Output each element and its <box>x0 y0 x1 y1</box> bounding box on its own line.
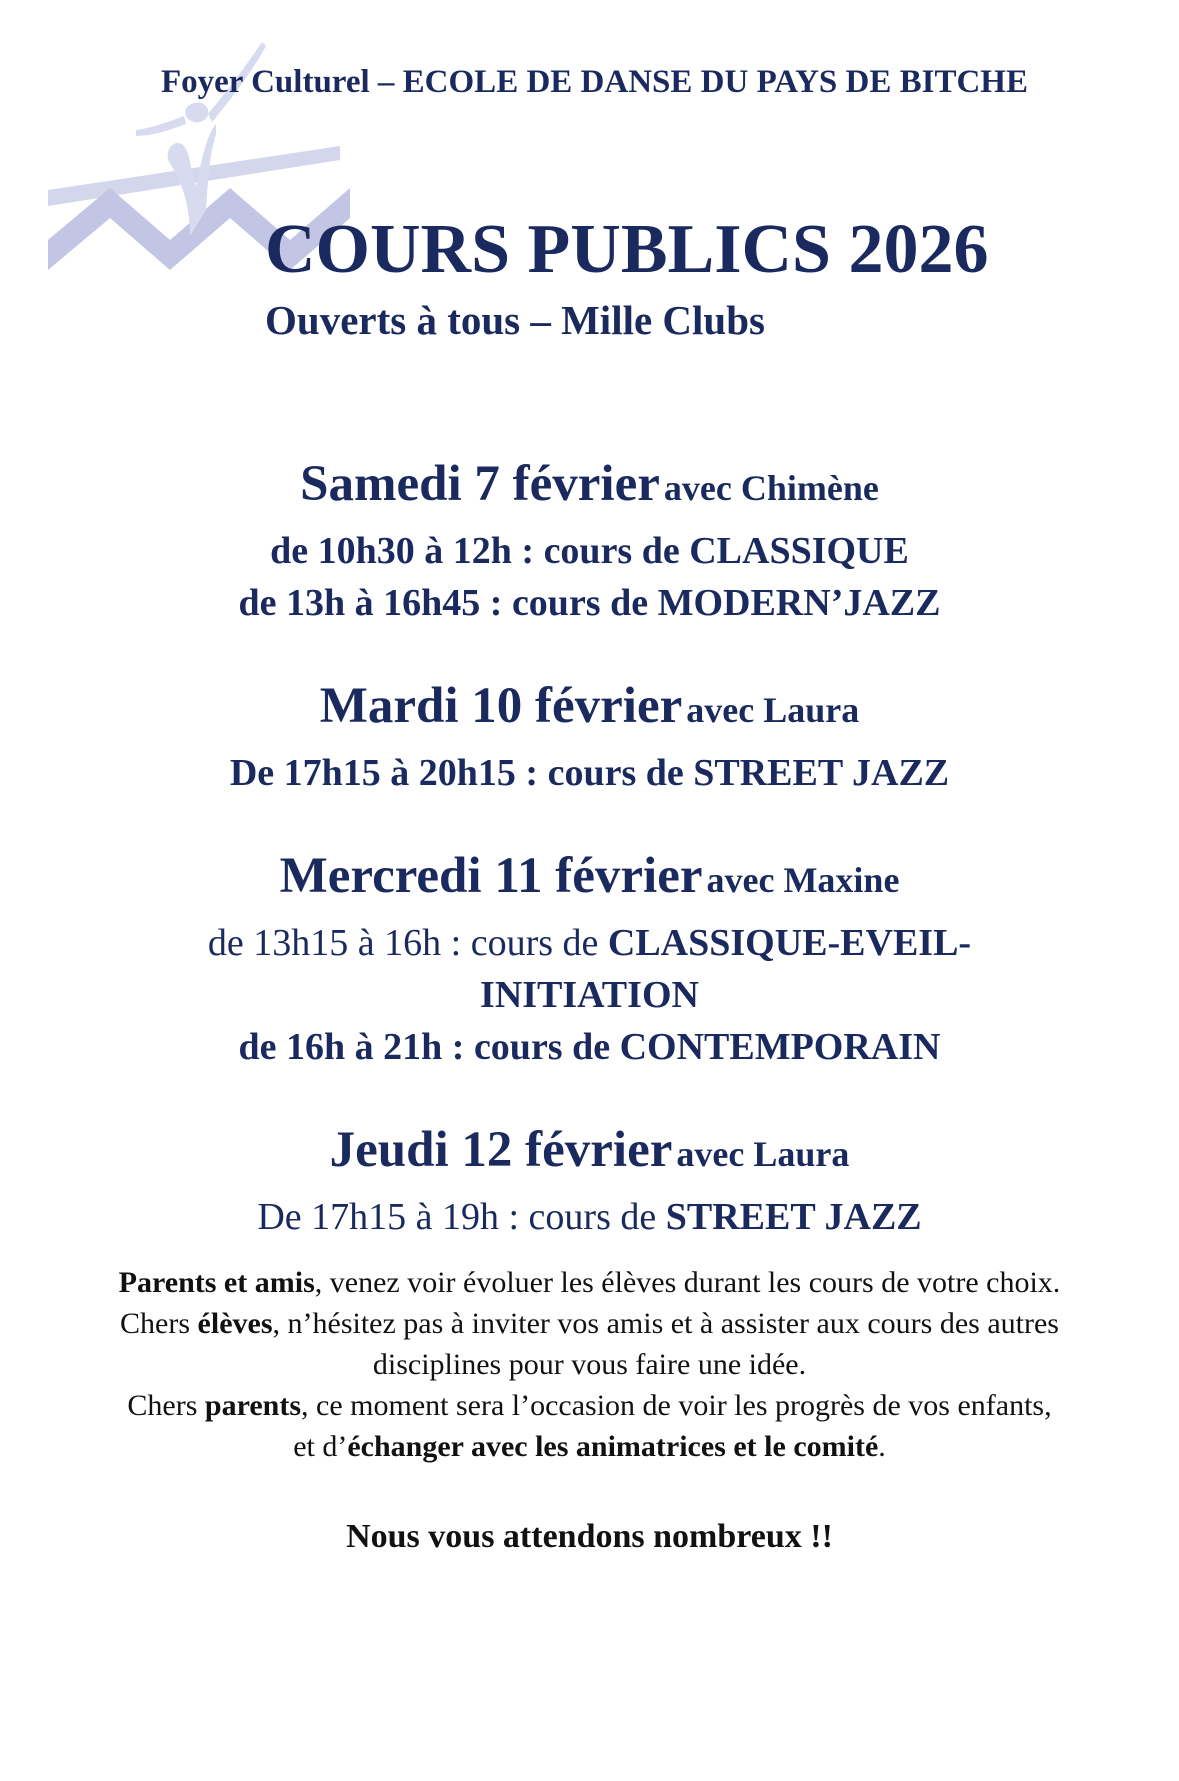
closing-message: Nous vous attendons nombreux !! <box>346 1518 833 1555</box>
session-thursday <box>0 1121 1179 1243</box>
session-slot: de 16h à 21h : cours de CONTEMPORAIN <box>238 1026 941 1068</box>
text-phrase: , n’hésitez pas à inviter vos amis et à assister aux cours des autres <box>272 1307 1059 1340</box>
session-heading <box>0 677 1179 747</box>
invitation-text <box>0 1262 1179 1467</box>
session-day: Jeudi 12 février <box>329 1122 673 1178</box>
text-phrase: Chers <box>127 1389 205 1422</box>
session-saturday <box>0 455 1179 629</box>
session-teacher: avec Laura <box>686 690 860 730</box>
session-teacher: avec Laura <box>676 1134 850 1174</box>
page-title: COURS PUBLICS 2026 <box>265 211 989 288</box>
session-slot <box>0 1191 1179 1243</box>
session-day: Mercredi 11 février <box>279 848 703 904</box>
invitation-line <box>0 1426 1179 1467</box>
bold-phrase: élèves <box>197 1307 273 1340</box>
sessions-list <box>0 455 1179 1291</box>
text-phrase: et d’ <box>293 1430 348 1463</box>
slot-discipline-continued: INITIATION <box>480 974 699 1016</box>
slot-discipline: CLASSIQUE-EVEIL- <box>607 922 972 964</box>
bold-phrase: échanger avec les animatrices et le comité <box>347 1430 879 1463</box>
session-teacher: avec Chimène <box>663 468 879 508</box>
text-phrase: Chers <box>120 1307 198 1340</box>
bold-phrase: Parents et amis <box>118 1266 315 1299</box>
text-phrase: , ce moment sera l’occasion de voir les progrès de vos enfants, <box>301 1389 1052 1422</box>
text-phrase: . <box>878 1430 886 1463</box>
session-heading <box>0 1121 1179 1191</box>
invitation-line <box>0 1385 1179 1426</box>
slot-time: De 17h15 à 19h : cours de <box>257 1196 666 1238</box>
invitation-line <box>0 1262 1179 1303</box>
session-wednesday <box>0 847 1179 1073</box>
session-heading <box>0 455 1179 525</box>
session-slot: De 17h15 à 20h15 : cours de STREET JAZZ <box>229 752 950 794</box>
text-phrase: , venez voir évoluer les élèves durant les cours de votre choix. <box>314 1266 1061 1299</box>
bold-phrase: parents <box>204 1389 302 1422</box>
session-slot: de 10h30 à 12h : cours de CLASSIQUE <box>270 530 909 572</box>
session-teacher: avec Maxine <box>706 860 900 900</box>
slot-time: de 13h15 à 16h : cours de <box>207 922 608 964</box>
session-slot: de 13h à 16h45 : cours de MODERN’JAZZ <box>238 582 941 624</box>
invitation-line <box>0 1303 1179 1344</box>
session-day: Samedi 7 février <box>300 456 660 512</box>
session-tuesday <box>0 677 1179 799</box>
invitation-line: disciplines pour vous faire une idée. <box>372 1348 807 1381</box>
session-slot <box>0 917 1179 969</box>
session-day: Mardi 10 février <box>319 678 683 734</box>
organization-name: Foyer Culturel – ECOLE DE DANSE DU PAYS DE BITCHE <box>161 64 1028 100</box>
slot-discipline: STREET JAZZ <box>665 1196 922 1238</box>
page-subtitle: Ouverts à tous – Mille Clubs <box>265 297 765 343</box>
session-heading <box>0 847 1179 917</box>
